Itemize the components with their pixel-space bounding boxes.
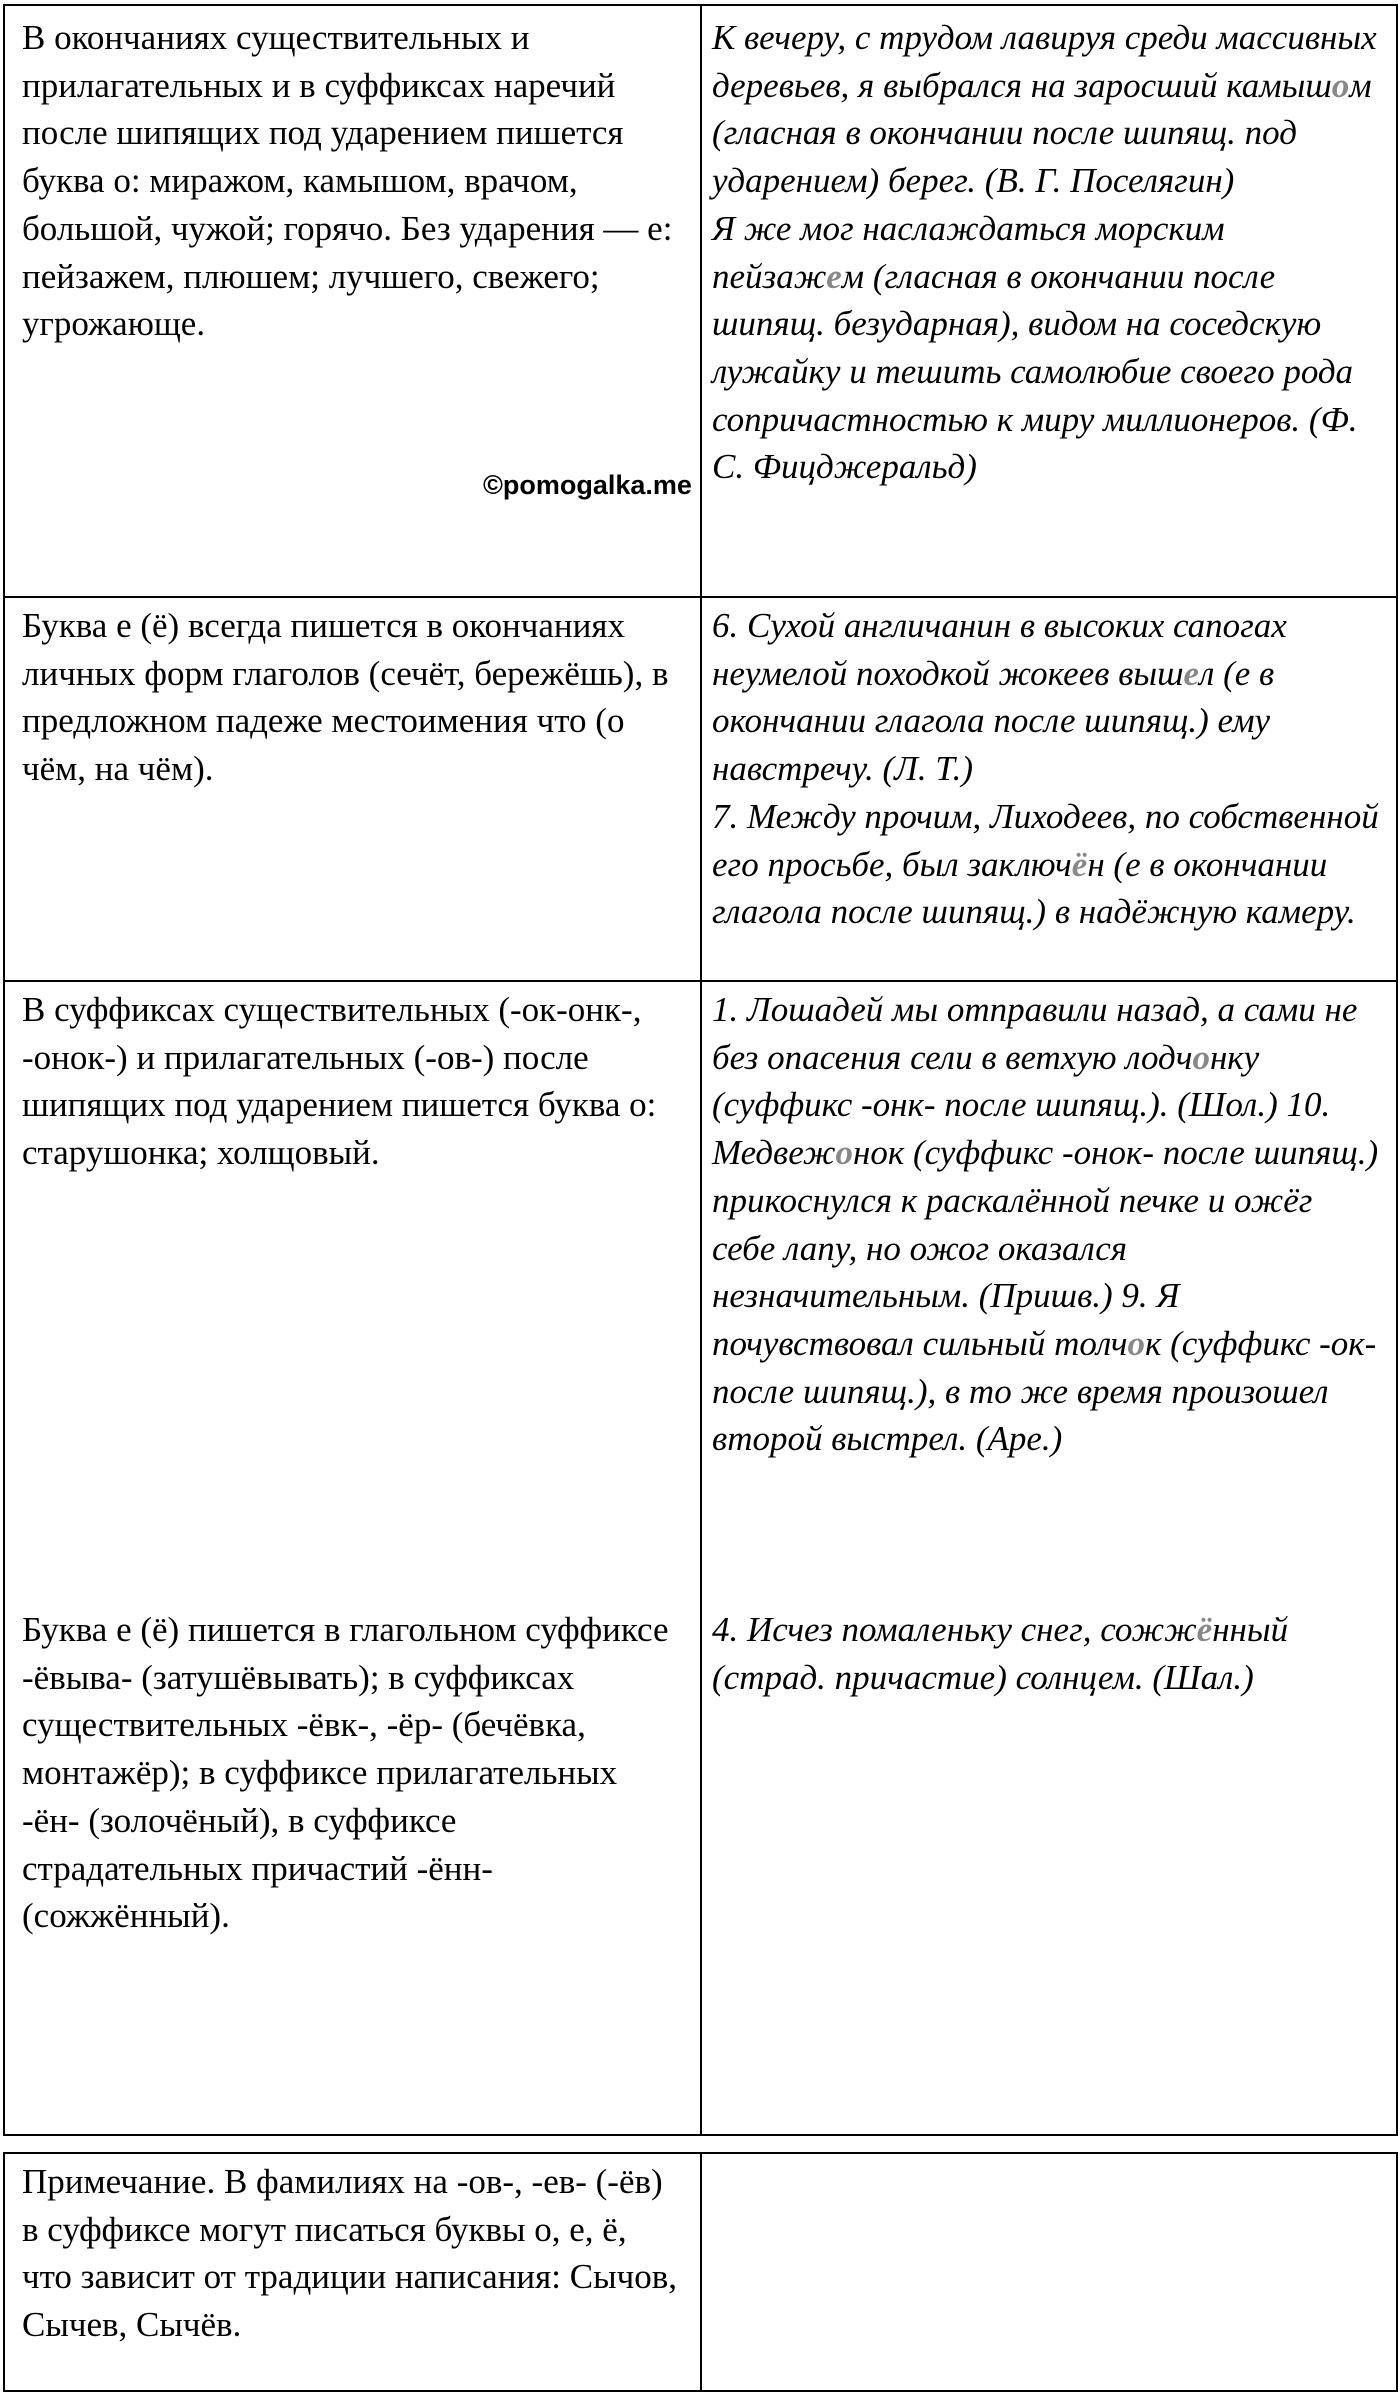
example-text-3b: 4. Исчез помаленьку снег, сожжённый (страд. причастие) солнцем. (Шал.) xyxy=(712,1610,1289,1697)
highlight-letter: ё xyxy=(1071,844,1088,884)
highlight-letter: е xyxy=(1183,653,1200,693)
row-divider-1 xyxy=(3,596,1398,598)
note-text: Примечание. В фамилиях на -ов-, -ев- (-ёв) в суффиксе могут писаться буквы о, е, ё, что зависит от традиции написания: Сычов, Сычев, Сычёв. xyxy=(22,2162,677,2345)
highlight-letter: о xyxy=(835,1133,853,1173)
rule-text-1: В окончаниях существительных и прилагательных и в суффиксах наречий после шипящих под ударением пишется буква о: миражом, камышом, врачом, большой, чужой; горячо. Без ударения — е: пейзажем, плюшем; лучшего, свежего; угрожающе. xyxy=(22,18,673,344)
example-text-1b: Я же мог наслаждаться морским пейзажем (гласная в окончании после шипящ. безударная), видом на соседскую лужайку и тешить самолюбие своего рода сопричастностью к миру миллионеров. (Ф. С. Фицджеральд) xyxy=(712,208,1358,487)
row-divider-2 xyxy=(3,980,1398,982)
example-text-2a: 6. Сухой англичанин в высоких сапогах неумелой походкой жокеев вышел (е в окончании глагола после шипящ.) ему навстречу. (Л. Т.) xyxy=(712,606,1287,789)
rule-cell-3 xyxy=(10,986,690,1177)
rule-text-3: В суффиксах существительных (-ок-онк-, -онок-) и прилагательных (-ов-) после шипящих под ударением пишется буква о: старушонка; холщовый. xyxy=(22,990,657,1173)
example-cell-3 xyxy=(702,986,1394,1463)
highlight-letter: о xyxy=(1192,1037,1210,1077)
highlight-letter: о xyxy=(1127,1323,1146,1363)
example-cell-2 xyxy=(702,602,1394,936)
rule-text-3b: Буква е (ё) пишется в глагольном суффиксе -ёвыва- (затушёвывать); в суффиксах существительных -ёвк-, -ёр- (бечёвка, монтажёр); в суффиксе прилагательных -ён- (золочёный), в суффиксе страдательных причастий -ённ- (сожжённый). xyxy=(22,1610,669,1936)
note-cell xyxy=(10,2158,690,2349)
highlight-letter: о xyxy=(1331,65,1350,105)
rule-cell-3b xyxy=(10,1606,690,1940)
rule-cell-2 xyxy=(10,602,690,793)
example-cell-1 xyxy=(702,14,1394,491)
note-column-divider xyxy=(700,2152,702,2392)
watermark: ©pomogalka.me xyxy=(483,470,692,500)
example-text-1a: К вечеру, с трудом лавируя среди массивных деревьев, я выбрался на заросший камышом (гласная в окончании после шипящ. под ударением) берег. (В. Г. Поселягин) xyxy=(712,18,1377,201)
example-text-3a: 1. Лошадей мы отправили назад, а сами не без опасения сели в ветхую лодчонку (суффикс -онк- после шипящ.). (Шол.) 10. Медвежонок (суффикс -онок- после шипящ.) прикоснулся к раскалённой печке и ожёг себе лапу, но ожог оказался незначительным. (Пришв.) 9. Я почувствовал сильный толчок (суффикс -ок- после шипящ.), в то же время произошел второй выстрел. (Аре.) xyxy=(712,990,1379,1459)
example-cell-3b xyxy=(702,1606,1394,1701)
highlight-letter: е xyxy=(826,256,842,296)
rule-cell-1 xyxy=(10,14,690,348)
highlight-letter: ё xyxy=(1196,1610,1213,1649)
rule-text-2: Буква е (ё) всегда пишется в окончаниях личных форм глаголов (сечёт, бережёшь), в предложном падеже местоимения что (о чём, на чём). xyxy=(22,606,669,789)
example-text-2b: 7. Между прочим, Лиходеев, по собственной его просьбе, был заключён (е в окончании глагола после шипящ.) в надёжную камеру. xyxy=(712,796,1379,932)
